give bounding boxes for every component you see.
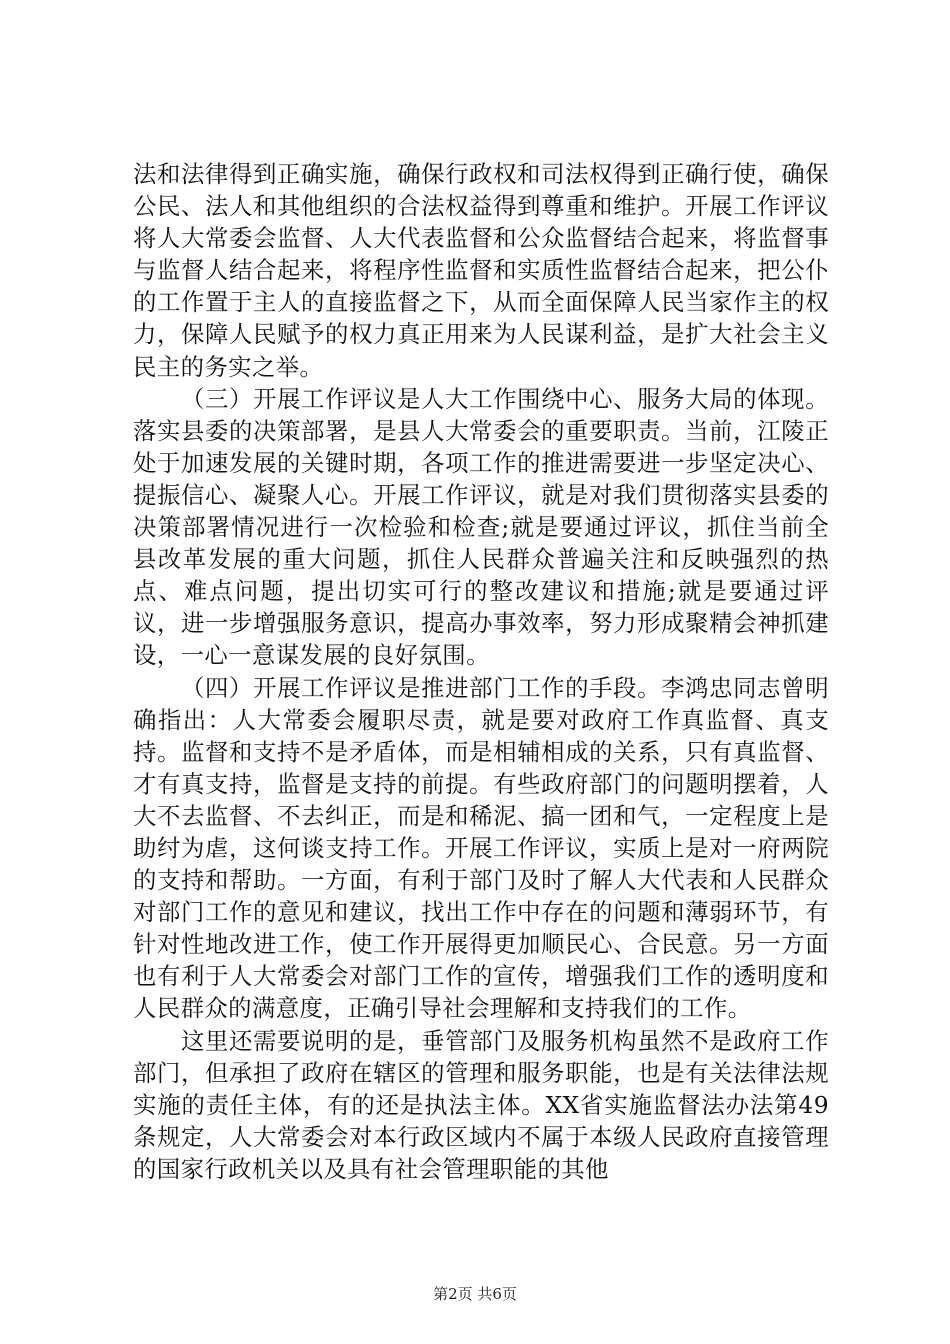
paragraph-section-three: （三）开展工作评议是人大工作围绕中心、服务大局的体现。落实县委的决策部署，是县人大常委会的重要职责。当前，江陵正处于加速发展的关键时期，各项工作的推进需要进一步坚定决心、提振信心、凝聚人心。开展工作评议，就是对我们贯彻落实县委的决策部署情况进行一次检验和检查;就是要通过评议，抓住当前全县改革发展的重大问题，抓住人民群众普遍关注和反映强烈的热点、难点问题，提出切实可行的整改建议和措施;就是要通过评议，进一步增强服务意识，提高办事效率，努力形成聚精会神抓建设，一心一意谋发展的良好氛围。	[133, 384, 829, 670]
page-number-footer: 第2页 共6页	[433, 1285, 517, 1303]
paragraph-continuation: 法和法律得到正确实施，确保行政权和司法权得到正确行使，确保公民、法人和其他组织的合法权益得到尊重和维护。开展工作评议将人大常委会监督、人大代表监督和公众监督结合起来，将监督事与监督人结合起来，将程序性监督和实质性监督结合起来，把公仆的工作置于主人的直接监督之下，从而全面保障人民当家作主的权力，保障人民赋予的权力真正用来为人民谋利益，是扩大社会主义民主的务实之举。	[133, 160, 829, 381]
paragraph-explanation: 这里还需要说明的是，垂管部门及服务机构虽然不是政府工作部门，但承担了政府在辖区的管理和服务职能，也是有关法律法规实施的责任主体，有的还是执法主体。XX省实施监督法办法第49条规定，人大常委会对本行政区域内不属于本级人民政府直接管理的国家行政机关以及具有社会管理职能的其他	[133, 1026, 829, 1183]
document-body	[133, 158, 829, 1185]
paragraph-section-four: （四）开展工作评议是推进部门工作的手段。李鸿忠同志曾明确指出：人大常委会履职尽责，就是要对政府工作真监督、真支持。监督和支持不是矛盾体，而是相辅相成的关系，只有真监督、才有真支持，监督是支持的前提。有些政府部门的问题明摆着，人大不去监督、不去纠正，而是和稀泥、搞一团和气，一定程度上是助纣为虐，这何谈支持工作。开展工作评议，实质上是对一府两院的支持和帮助。一方面，有利于部门及时了解人大代表和人民群众对部门工作的意见和建议，找出工作中存在的问题和薄弱环节，有针对性地改进工作，使工作开展得更加顺民心、合民意。另一方面也有利于人大常委会对部门工作的宣传，增强我们工作的透明度和人民群众的满意度，正确引导社会理解和支持我们的工作。	[133, 673, 829, 1023]
